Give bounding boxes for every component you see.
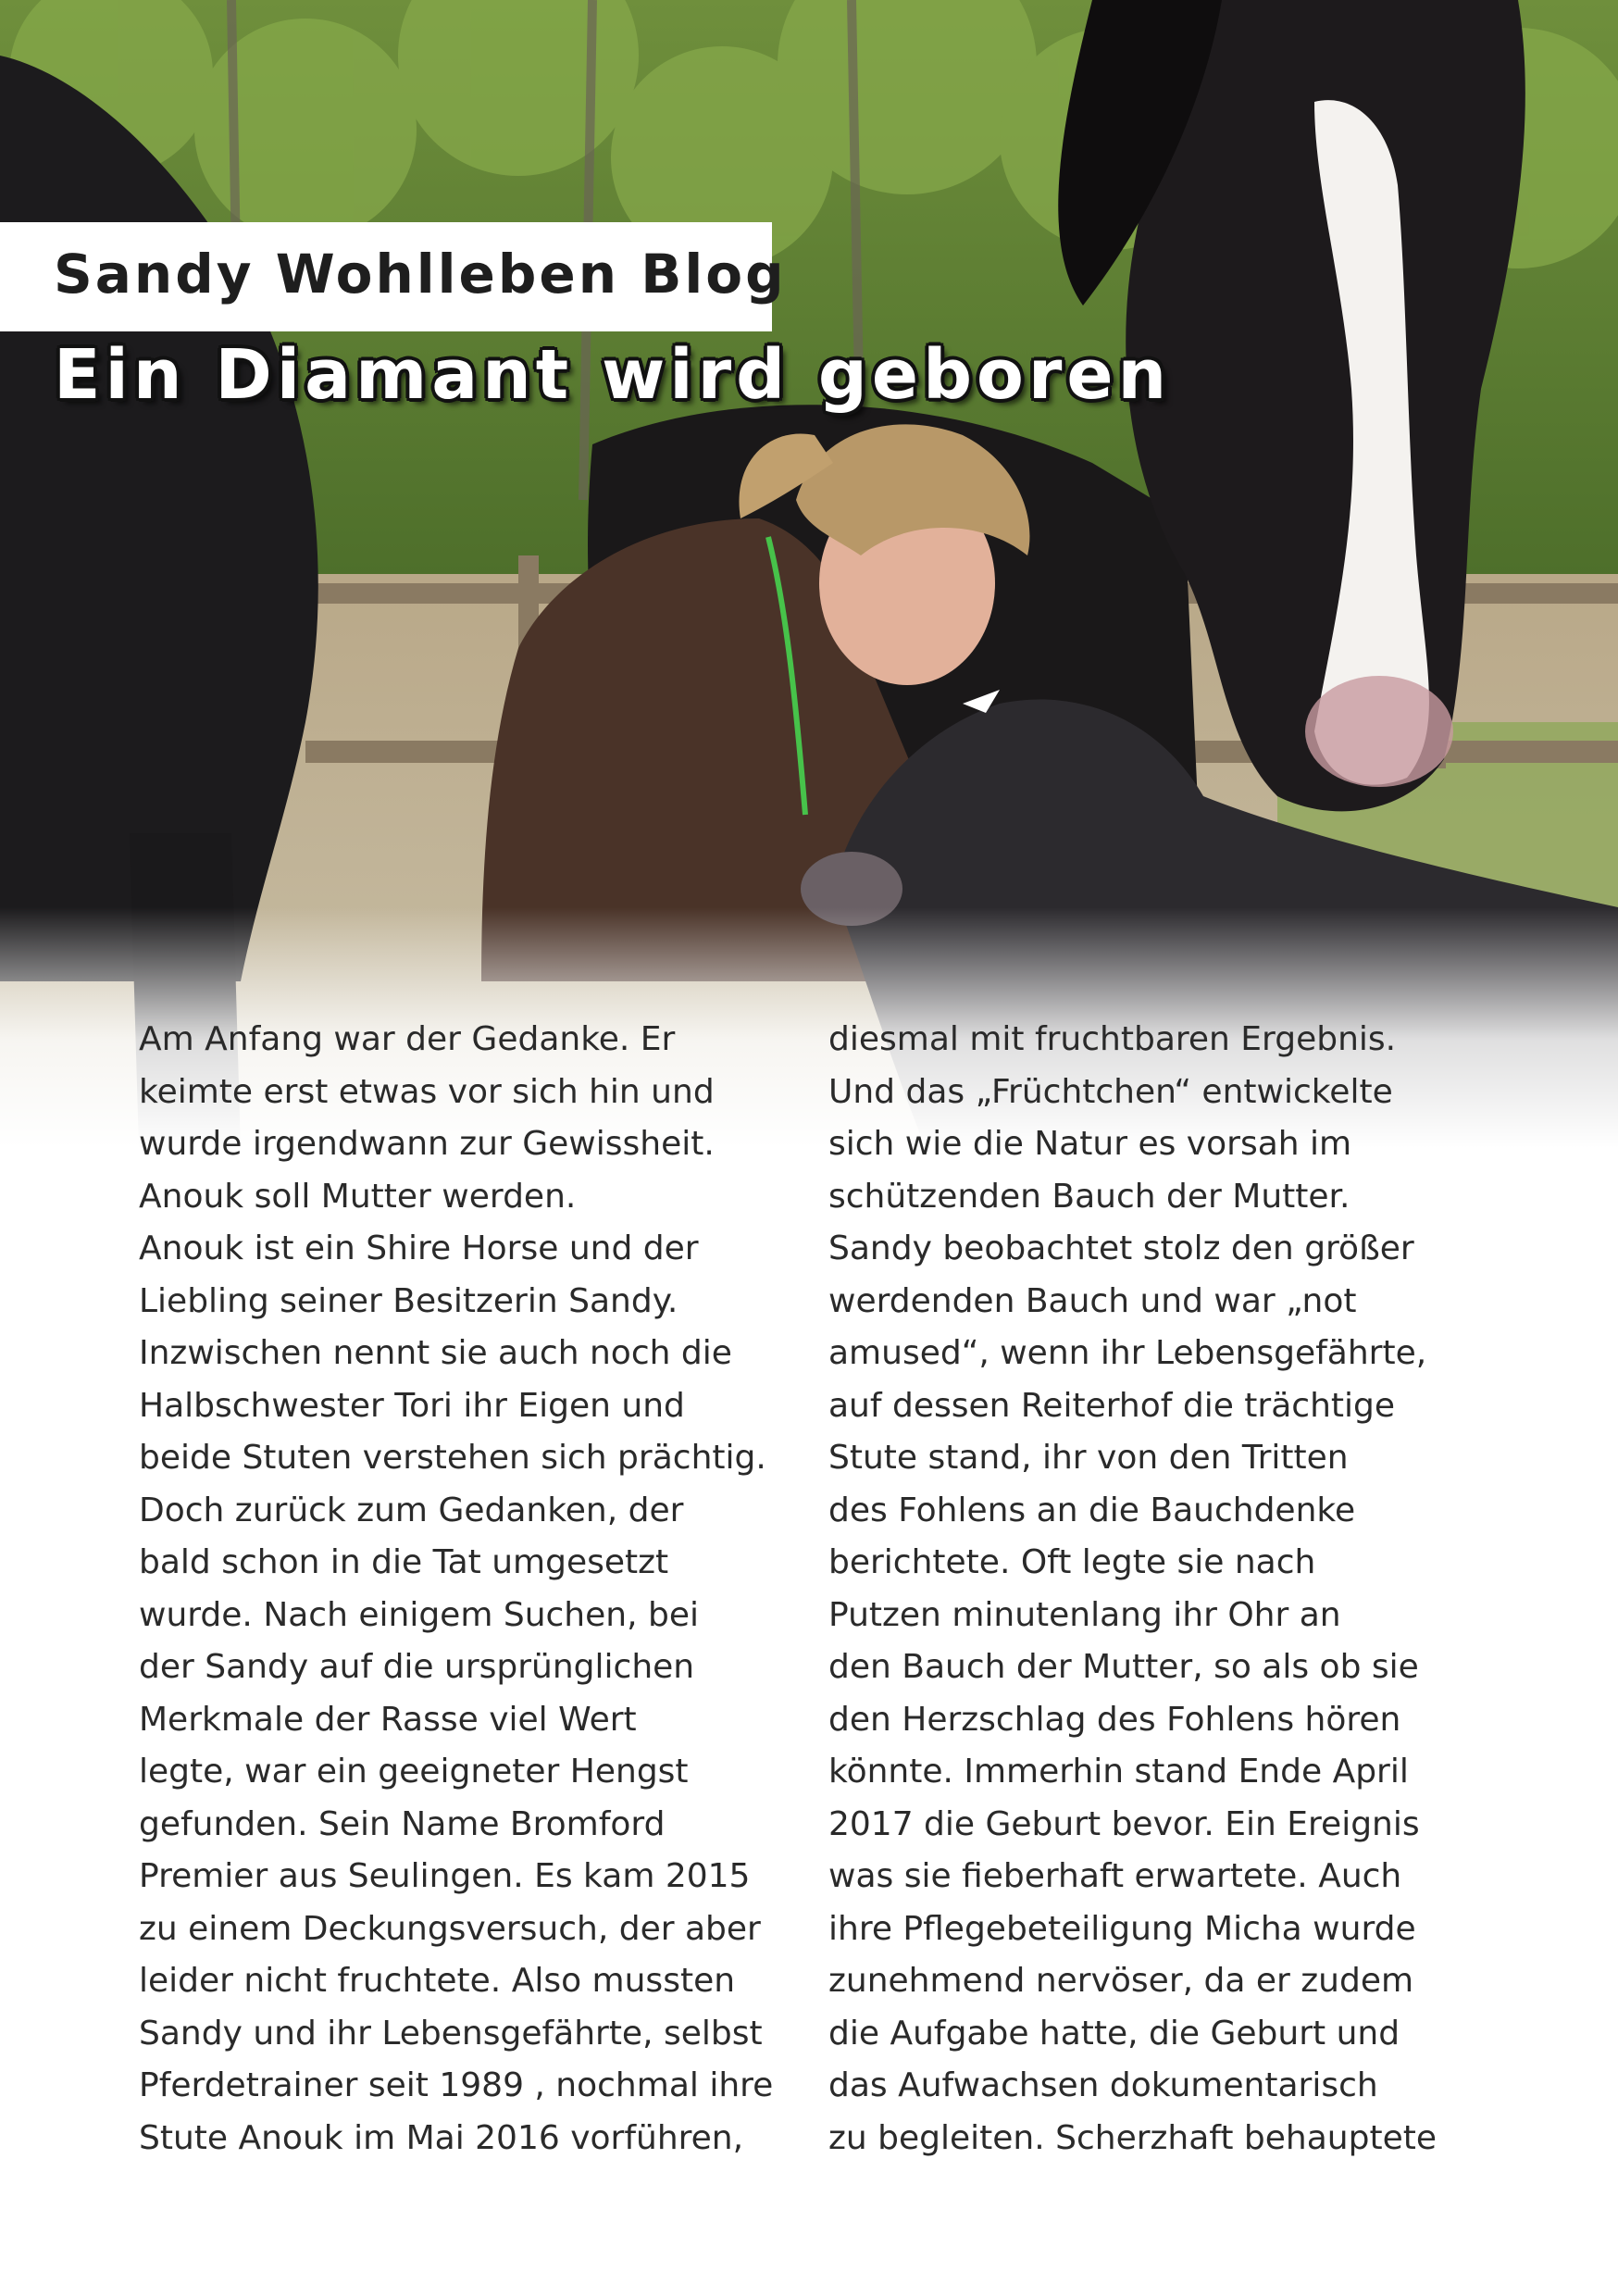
text-line: 2017 die Geburt bevor. Ein Ereignis <box>828 1804 1420 1843</box>
text-line: Am Anfang war der Gedanke. Er <box>139 1020 676 1058</box>
text-line: gefunden. Sein Name Bromford <box>139 1804 666 1843</box>
text-line: Inzwischen nennt sie auch noch die <box>139 1334 732 1372</box>
text-line: auf dessen Reiterhof die trächtige <box>828 1386 1395 1425</box>
article-title: Ein Diamant wird geboren <box>54 335 1172 415</box>
text-line: Doch zurück zum Gedanken, der <box>139 1491 684 1529</box>
text-line: den Herzschlag des Fohlens hören <box>828 1700 1401 1739</box>
text-line: Sandy beobachtet stolz den größer <box>828 1229 1414 1267</box>
text-line: Liebling seiner Besitzerin Sandy. <box>139 1281 678 1320</box>
text-line: Putzen minutenlang ihr Ohr an <box>828 1595 1341 1634</box>
text-line: was sie fieberhaft erwartete. Auch <box>828 1857 1402 1895</box>
text-line: diesmal mit fruchtbaren Ergebnis. <box>828 1020 1397 1058</box>
text-line: sich wie die Natur es vorsah im <box>828 1125 1352 1163</box>
text-line: ihre Pflegebeteiligung Micha wurde <box>828 1909 1416 1948</box>
text-line: zu einem Deckungsversuch, der aber <box>139 1909 761 1948</box>
text-line: wurde irgendwann zur Gewissheit. <box>139 1125 715 1163</box>
text-line: Und das „Früchtchen“ entwickelte <box>828 1072 1393 1111</box>
article-column-right <box>828 1014 1476 2165</box>
text-line: amused“, wenn ihr Lebensgefährte, <box>828 1334 1427 1372</box>
text-line: Stute stand, ihr von den Tritten <box>828 1439 1349 1477</box>
text-line: des Fohlens an die Bauchdenke <box>828 1491 1356 1529</box>
text-line: Merkmale der Rasse viel Wert <box>139 1700 637 1739</box>
text-line: Stute Anouk im Mai 2016 vorführen, <box>139 2118 744 2157</box>
text-line: legte, war ein geeigneter Hengst <box>139 1753 689 1791</box>
horse-muzzle <box>1305 676 1453 787</box>
text-line: keimte erst etwas vor sich hin und <box>139 1072 715 1111</box>
text-line: zu begleiten. Scherzhaft behauptete <box>828 2118 1437 2157</box>
text-line: werdenden Bauch und war „not <box>828 1281 1357 1320</box>
text-line: schützenden Bauch der Mutter. <box>828 1177 1350 1216</box>
text-line: berichtete. Oft legte sie nach <box>828 1543 1316 1581</box>
text-line: Anouk ist ein Shire Horse und der <box>139 1229 699 1267</box>
text-line: leider nicht fruchtete. Also mussten <box>139 1962 736 2000</box>
text-line: Sandy und ihr Lebensgefährte, selbst <box>139 2014 763 2053</box>
text-line: Halbschwester Tori ihr Eigen und <box>139 1386 685 1425</box>
text-line: das Aufwachsen dokumentarisch <box>828 2066 1378 2104</box>
text-line: könnte. Immerhin stand Ende April <box>828 1753 1409 1791</box>
text-line: Anouk soll Mutter werden. <box>139 1177 577 1216</box>
text-line: der Sandy auf die ursprünglichen <box>139 1648 695 1686</box>
article-column-left <box>139 1014 787 2165</box>
text-line: beide Stuten verstehen sich prächtig. <box>139 1439 766 1477</box>
text-line: Pferdetrainer seit 1989 , nochmal ihre <box>139 2066 774 2104</box>
text-line: zunehmend nervöser, da er zudem <box>828 1962 1414 2000</box>
text-line: bald schon in die Tat umgesetzt <box>139 1543 669 1581</box>
text-line: wurde. Nach einigem Suchen, bei <box>139 1595 699 1634</box>
text-line: Premier aus Seulingen. Es kam 2015 <box>139 1857 751 1895</box>
text-line: den Bauch der Mutter, so als ob sie <box>828 1648 1419 1686</box>
blog-title: Sandy Wohlleben Blog <box>54 243 787 306</box>
text-line: die Aufgabe hatte, die Geburt und <box>828 2014 1400 2053</box>
